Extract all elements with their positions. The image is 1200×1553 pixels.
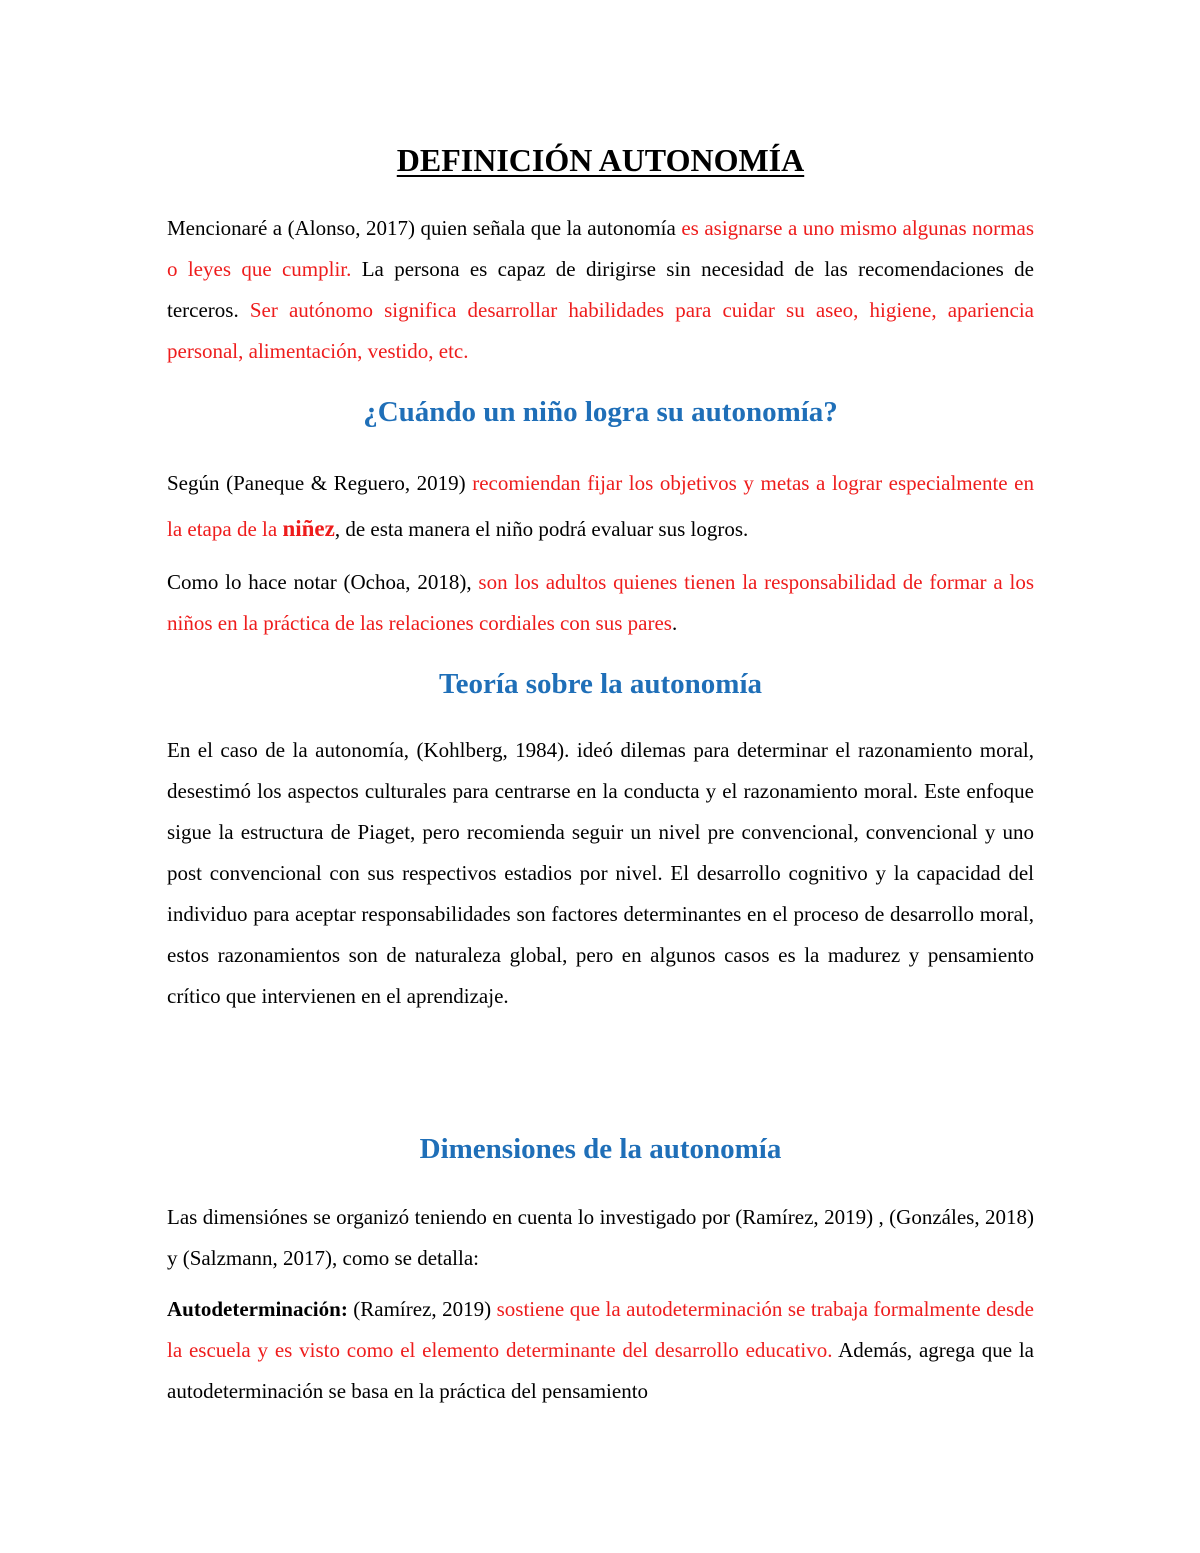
text-run: . bbox=[671, 611, 678, 635]
text-run: Como lo hace notar (Ochoa, 2018), bbox=[167, 570, 479, 594]
text-run: Mencionaré a (Alonso, 2017) quien señala que la autonomía bbox=[167, 216, 682, 240]
heading-cuando: ¿Cuándo un niño logra su autonomía? bbox=[363, 396, 838, 428]
heading-dimensiones: Dimensiones de la autonomía bbox=[419, 1133, 782, 1165]
highlight-run: sostiene que la autodeterminación se trabaja formalmente desde la escuela y es visto como el elemento determinante del desarrollo educativo. bbox=[167, 1297, 1034, 1362]
highlight-run: Ser autónomo significa desarrollar habilidades para cuidar su aseo, higiene, apariencia personal, alimentación, vestido, etc. bbox=[167, 298, 1034, 363]
paragraph-definition bbox=[167, 208, 1034, 372]
term-label: Autodeterminación: bbox=[167, 1297, 348, 1321]
paragraph-paneque bbox=[167, 460, 1034, 552]
document-title: DEFINICIÓN AUTONOMÍA bbox=[396, 142, 805, 178]
heading-teoria: Teoría sobre la autonomía bbox=[438, 668, 763, 700]
paragraph-kohlberg: En el caso de la autonomía, (Kohlberg, 1984). ideó dilemas para determinar el razonamiento moral, desestimó los aspectos culturales para centrarse en la conducta y el razonamiento moral. Este enfoque sigue la estructura de Piaget, pero recomienda seguir un nivel pre convencional, convencional y uno post convencional con sus respectivos estadios por nivel. El desarrollo cognitivo y la capacidad del individuo para aceptar responsabilidades son factores determinantes en el proceso de desarrollo moral, estos razonamientos son de naturaleza global, pero en algunos casos es la madurez y pensamiento crítico que intervienen en el aprendizaje. bbox=[167, 738, 1034, 1008]
document-body bbox=[167, 138, 1034, 1412]
highlight-run: son los adultos quienes tienen la responsabilidad de formar a los niños en la práctica de las relaciones cordiales con sus pares bbox=[167, 570, 1034, 635]
emphasis-run: niñez bbox=[282, 516, 335, 541]
text-run: Según (Paneque & Reguero, 2019) bbox=[167, 471, 473, 495]
paragraph-autodeterminacion bbox=[167, 1289, 1034, 1412]
text-run: La persona es capaz de dirigirse sin necesidad de las recomendaciones de terceros. bbox=[167, 257, 1034, 322]
text-run: , de esta manera el niño podrá evaluar sus logros. bbox=[334, 517, 749, 541]
text-run: Además, agrega que la autodeterminación se basa en la práctica del pensamiento bbox=[167, 1338, 1034, 1403]
paragraph-dimensiones: Las dimensiónes se organizó teniendo en cuenta lo investigado por (Ramírez, 2019) , (Gonzáles, 2018) y (Salzmann, 2017), como se detalla: bbox=[167, 1205, 1034, 1270]
text-run: (Ramírez, 2019) bbox=[347, 1297, 497, 1321]
highlight-run: recomiendan fijar los objetivos y metas a lograr especialmente en la etapa de la bbox=[167, 471, 1034, 541]
paragraph-ochoa bbox=[167, 562, 1034, 644]
highlight-run: es asignarse a uno mismo algunas normas o leyes que cumplir. bbox=[167, 216, 1034, 281]
